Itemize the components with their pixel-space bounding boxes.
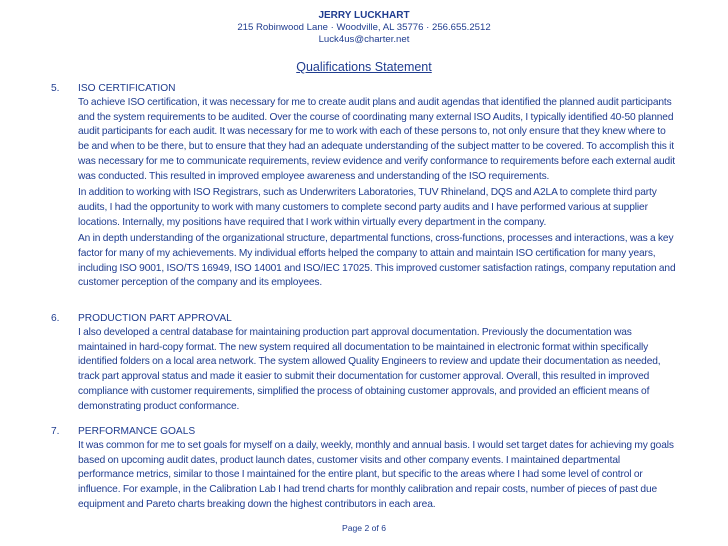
section-heading: PRODUCTION PART APPROVAL <box>78 313 232 324</box>
paragraph: In addition to working with ISO Registrars, such as Underwriters Laboratories, TUV Rhineland, DQS and A2LA to complete third party audits, I had the opportunity to work with many customers to complete second party audits and I have performed various at supplier locations. Internally, my positions have required that I work within virtually every department in the company. <box>78 187 657 228</box>
page-number: Page 2 of 6 <box>342 523 386 533</box>
paragraph: I also developed a central database for maintaining production part approval documentation. Previously the documentation was maintained in hard-copy format. The new system required all documentation to be maintained in electronic format within specifically identified folders on a local area network. The system allowed Quality Engineers to review and update their documentation as needed, track part approval status and made it easier to submit their documentation for customer approval. Overall, this resulted in improved compliance with customer requirements, simplified the process of obtaining customer approvals, and provided an efficient means of demonstrating product conformance. <box>78 327 661 412</box>
section-number: 5. <box>51 83 60 94</box>
author-name: JERRY LUCKHART <box>318 10 410 21</box>
section-number: 7. <box>51 426 60 437</box>
section-heading: ISO CERTIFICATION <box>78 83 176 94</box>
author-email: Luck4us@charter.net <box>318 34 410 45</box>
paragraph: To achieve ISO certification, it was necessary for me to create audit plans and audit agendas that identified the planned audit participants and the system requirements to be audited. Over the course of coordinating many external ISO Audits, I typically identified 40-50 planned audit participants for each audit. It was necessary for me to work with each of these persons to, not only ensure that they knew where to be and when to be there, but to ensure that they had an adequate understanding of the subject matter to be covered. To accomplish this it was necessary for me to communicate requirements, review evidence and verify conformance to requirements before each external audit was conducted. This resulted in improved employee awareness and understanding of the ISO requirements. <box>78 97 675 182</box>
author-address: 215 Robinwood Lane · Woodville, AL 35776 · 256.655.2512 <box>237 22 491 33</box>
section-body <box>78 326 678 416</box>
section-body <box>78 439 678 515</box>
paragraph: It was common for me to set goals for myself on a daily, weekly, monthly and annual basis. I would set target dates for achieving my goals based on upcoming audit dates, product launch dates, customer visits and other company events. I maintained departmental performance metrics, similar to those I maintained for the entire plant, but specific to the areas where I had some level of control or influence. For example, in the Calibration Lab I had trend charts for monthly calibration and repair costs, number of pieces of past due equipment and Pareto charts breaking down the highest contributors in each area. <box>78 440 674 510</box>
paragraph: An in depth understanding of the organizational structure, departmental functions, cross-functions, processes and interactions, was a key factor for many of my achievements. My individual efforts helped the company to attain and maintain ISO certification for many years, including ISO 9001, ISO/TS 16949, ISO 14001 and ISO/IEC 17025. This improved customer satisfaction ratings, company reputation and customer perception of the company and its employees. <box>78 233 676 289</box>
section-body <box>78 96 678 293</box>
page-title: Qualifications Statement <box>296 60 432 74</box>
section-heading: PERFORMANCE GOALS <box>78 426 196 437</box>
section-number: 6. <box>51 313 60 324</box>
